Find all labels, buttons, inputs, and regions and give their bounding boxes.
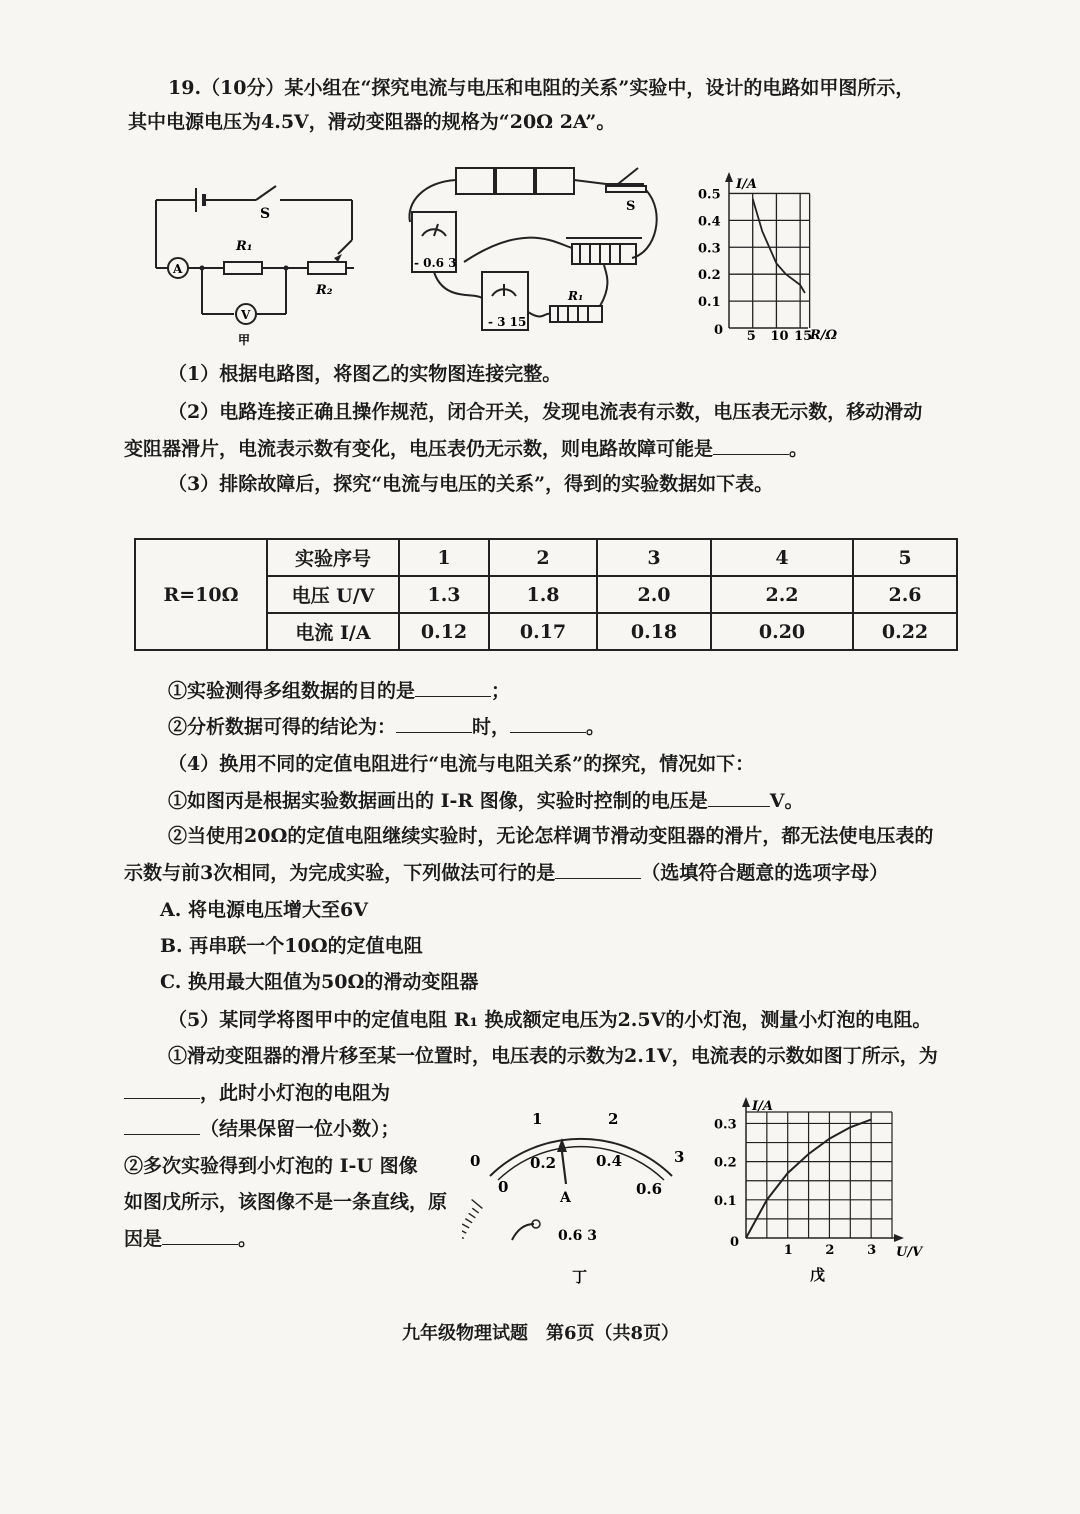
voltmeter-symbol: V — [241, 308, 251, 322]
table-r-label: R=10Ω — [135, 539, 267, 650]
dial-outer-0: 0 — [470, 1152, 481, 1170]
part-1: （1）根据电路图，将图乙的实物图连接完整。 — [168, 363, 562, 385]
dial-top-2: 2 — [608, 1110, 619, 1128]
x-tick-label: 3 — [867, 1243, 877, 1258]
ir-curve — [753, 199, 805, 293]
page-footer: 九年级物理试题 第6页（共8页） — [402, 1323, 680, 1344]
ammeter-terminals: - 0.6 3 — [414, 256, 457, 270]
question-header-line1: 19.（10分）某小组在“探究电流与电压和电阻的关系”实验中，设计的电路如甲图所示， — [168, 77, 915, 99]
figure-wu-iu-graph — [712, 1094, 932, 1294]
yi-r1-label: R₁ — [568, 289, 584, 303]
table-cell: 5 — [853, 539, 957, 576]
answer-blank[interactable] — [555, 860, 641, 879]
part-4-q2-line2: 示数与前3次相同，为完成实验，下列做法可行的是 （选填符合题意的选项字母） — [124, 862, 889, 884]
y-tick-label: 0.2 — [714, 1155, 737, 1171]
table-cell: 0.17 — [489, 613, 597, 650]
part-4-q2-line1: ②当使用20Ω的定值电阻继续实验时，无论怎样调节滑动变阻器的滑片，都无法使电压表的 — [168, 825, 934, 847]
dial-inner-0-2: 0.2 — [530, 1154, 557, 1172]
answer-blank[interactable] — [124, 1116, 200, 1135]
option-a: A. 将电源电压增大至6V — [160, 899, 368, 921]
table-cell: 2.2 — [711, 576, 853, 613]
y-tick-label: 0.1 — [714, 1193, 737, 1209]
dial-tick — [472, 1200, 483, 1209]
x-tick-label: 15 — [794, 329, 813, 344]
y-tick-label: 0.1 — [698, 295, 721, 311]
part-4-q1: ①如图丙是根据实验数据画出的 I-R 图像，实验时控制的电压是 V。 — [168, 790, 804, 812]
figure-bing-ir-graph — [696, 168, 856, 348]
table-row-label: 实验序号 — [267, 539, 399, 576]
part-3-q2: ②分析数据可得的结论为： 时， 。 — [168, 716, 606, 738]
voltmeter-terminals: - 3 15 — [488, 315, 527, 329]
part-2-line1: （2）电路连接正确且操作规范，闭合开关，发现电流表有示数，电压表无示数，移动滑动 — [168, 401, 923, 423]
bing-y-label: I/A — [736, 177, 757, 192]
part-5-q2-line2: 如图戊所示，该图像不是一条直线，原 — [124, 1191, 448, 1213]
part-5-q2-line1: ②多次实验得到小灯泡的 I-U 图像 — [124, 1155, 418, 1177]
dial-tick — [462, 1235, 464, 1238]
table-cell: 3 — [597, 539, 711, 576]
dial-tick — [472, 1208, 478, 1213]
ammeter-needle — [562, 1152, 566, 1184]
ammeter-symbol: A — [173, 262, 183, 276]
table-cell: 2 — [489, 539, 597, 576]
part-5-q1-line3: （结果保留一位小数）； — [124, 1116, 400, 1141]
figure-ding-caption: 丁 — [572, 1268, 588, 1286]
table-cell: 2.6 — [853, 576, 957, 613]
dial-tick — [469, 1213, 476, 1218]
bing-x-label: R/Ω — [810, 328, 838, 343]
figure-jia-circuit — [148, 178, 360, 348]
x-tick-label: 1 — [783, 1243, 793, 1258]
answer-blank[interactable] — [396, 714, 472, 733]
part-5: （5）某同学将图甲中的定值电阻 R₁ 换成额定电压为2.5V的小灯泡，测量小灯泡的电阻。 — [168, 1009, 932, 1031]
dial-inner-0-4: 0.4 — [596, 1152, 623, 1170]
wu-x-label: U/V — [896, 1245, 923, 1260]
figure-yi-apparatus — [404, 162, 666, 342]
part-5-q1-line2: ，此时小灯泡的电阻为 — [124, 1080, 390, 1105]
option-b: B. 再串联一个10Ω的定值电阻 — [160, 935, 423, 957]
table-cell: 4 — [711, 539, 853, 576]
table-cell: 1 — [399, 539, 489, 576]
part-4: （4）换用不同的定值电阻进行“电流与电阻关系”的探究，情况如下： — [168, 753, 755, 775]
option-c: C. 换用最大阻值为50Ω的滑动变阻器 — [160, 971, 479, 993]
table-cell: 1.8 — [489, 576, 597, 613]
r2-label: R₂ — [316, 283, 333, 298]
yi-switch-label: S — [626, 199, 636, 214]
answer-blank[interactable] — [708, 788, 770, 807]
y-tick-label: 0.5 — [698, 187, 721, 203]
bing-origin: 0 — [714, 323, 724, 338]
question-header-line2: 其中电源电压为4.5V，滑动变阻器的规格为“20Ω 2A”。 — [128, 111, 616, 133]
y-tick-label: 0.3 — [698, 241, 721, 257]
dial-outer-3: 3 — [674, 1148, 685, 1166]
wu-origin: 0 — [730, 1235, 740, 1250]
figure-ding-ammeter — [462, 1100, 702, 1290]
x-tick-label: 2 — [825, 1243, 835, 1258]
table-row-label: 电压 U/V — [267, 576, 399, 613]
table-row-label: 电流 I/A — [267, 613, 399, 650]
table-cell: 0.12 — [399, 613, 489, 650]
figure-wu-caption: 戊 — [810, 1266, 826, 1284]
dial-inner-0: 0 — [498, 1178, 509, 1196]
dial-tick — [462, 1224, 469, 1228]
x-tick-label: 5 — [746, 329, 756, 344]
table-cell: 0.20 — [711, 613, 853, 650]
table-cell: 1.3 — [399, 576, 489, 613]
part-2-line2: 变阻器滑片，电流表示数有变化，电压表仍无示数，则电路故障可能是 。 — [124, 438, 809, 460]
r1-label: R₁ — [236, 239, 253, 254]
dial-tick — [462, 1227, 466, 1233]
answer-blank[interactable] — [510, 714, 586, 733]
wu-y-label: I/A — [752, 1099, 773, 1114]
answer-blank[interactable] — [713, 436, 789, 455]
y-tick-label: 0.4 — [698, 214, 721, 230]
switch-label: S — [260, 206, 271, 222]
table-cell: 2.0 — [597, 576, 711, 613]
answer-blank[interactable] — [124, 1080, 200, 1099]
answer-blank[interactable] — [415, 678, 491, 697]
dial-tick — [465, 1219, 472, 1223]
answer-blank[interactable] — [162, 1226, 238, 1245]
part-3-q1: ①实验测得多组数据的目的是 ； — [168, 680, 511, 702]
part-3: （3）排除故障后，探究“电流与电压的关系”，得到的实验数据如下表。 — [168, 473, 774, 495]
x-tick-label: 10 — [770, 329, 789, 344]
data-table — [134, 538, 958, 651]
table-cell: 0.22 — [853, 613, 957, 650]
part-5-q2-line3: 因是 。 — [124, 1228, 258, 1250]
part-5-q1-line1: ①滑动变阻器的滑片移至某一位置时，电压表的示数为2.1V，电流表的示数如图丁所示，为 — [168, 1045, 938, 1067]
y-tick-label: 0.2 — [698, 268, 721, 284]
dial-top-1: 1 — [532, 1110, 543, 1128]
dial-inner-0-6: 0.6 — [636, 1180, 663, 1198]
figure-jia-caption: 甲 — [238, 333, 251, 347]
dial-unit: A — [560, 1190, 571, 1206]
y-tick-label: 0.3 — [714, 1117, 737, 1133]
ammeter-terminal-labels: 0.6 3 — [558, 1228, 597, 1244]
table-cell: 0.18 — [597, 613, 711, 650]
